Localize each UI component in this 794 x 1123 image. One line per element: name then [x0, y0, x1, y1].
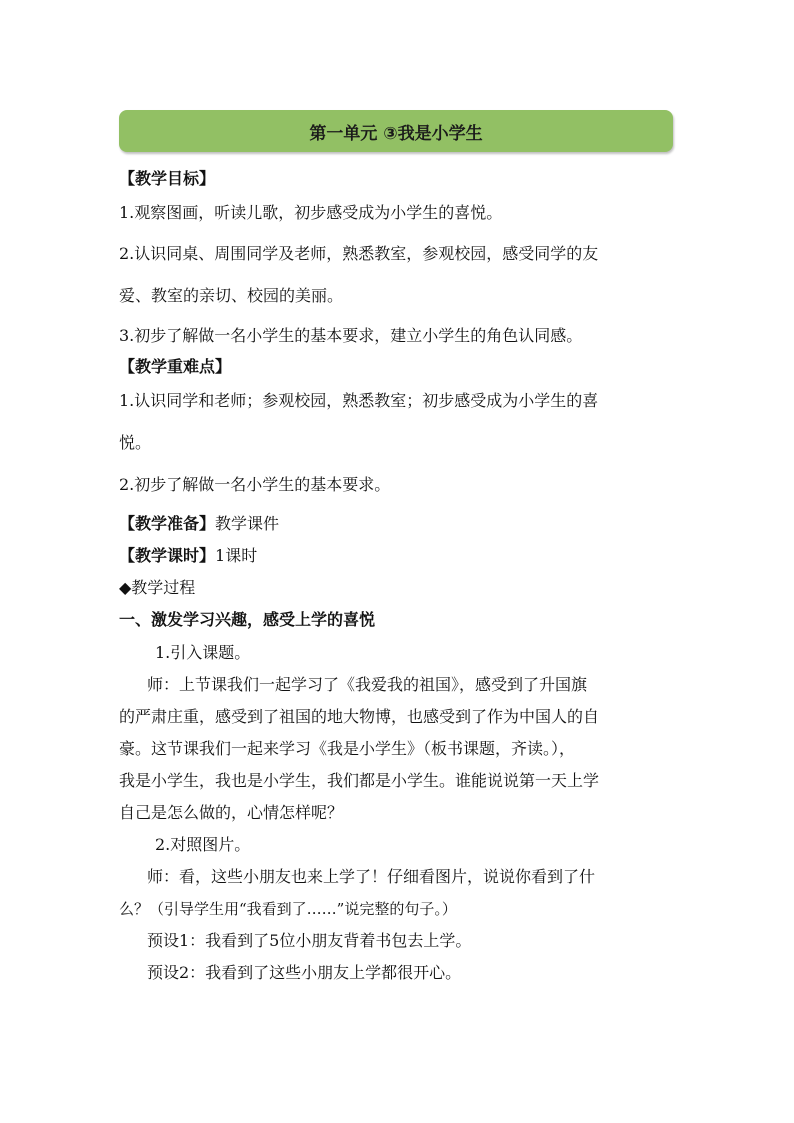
unit-title: 第一单元 ③我是小学生	[309, 123, 483, 144]
periods-value: 1课时	[215, 546, 258, 565]
objective-item-1: 1.观察图画，听读儿歌，初步感受成为小学生的喜悦。	[119, 203, 503, 222]
objective-item-2-line-1: 2.认识同桌、周围同学及老师，熟悉教室，参观校园，感受同学的友	[119, 244, 599, 263]
preset-1: 预设1：我看到了5位小朋友背着书包去上学。	[147, 931, 472, 950]
para-2-line-1: 师：看，这些小朋友也来上学了！仔细看图片，说说你看到了什	[147, 867, 596, 886]
para-1-line-2: 的严肃庄重，感受到了祖国的地大物博，也感受到了作为中国人的自	[119, 707, 600, 726]
periods-line	[119, 545, 257, 567]
step-2-label: 2.对照图片。	[155, 835, 251, 854]
key-point-item-1-line-1: 1.认识同学和老师；参观校园，熟悉教室；初步感受成为小学生的喜	[119, 391, 599, 410]
para-1-line-3: 豪。这节课我们一起来学习《我是小学生》（板书课题，齐读。），	[119, 739, 576, 758]
preparation-label: 【教学准备】	[119, 514, 216, 533]
unit-title-banner	[119, 110, 673, 152]
para-2-line-2: 么？（引导学生用“我看到了……”说完整的句子。）	[119, 900, 457, 918]
preparation-line	[119, 513, 279, 535]
process-heading: ◆教学过程	[119, 578, 196, 597]
key-point-item-1-line-2: 悦。	[119, 433, 152, 452]
objective-item-3: 3.初步了解做一名小学生的基本要求，建立小学生的角色认同感。	[119, 326, 583, 345]
para-1-line-4: 我是小学生，我也是小学生，我们都是小学生。谁能说说第一天上学	[119, 771, 600, 790]
para-1-line-1: 师：上节课我们一起学习了《我爱我的祖国》，感受到了升国旗	[147, 675, 588, 694]
key-point-item-2: 2.初步了解做一名小学生的基本要求。	[119, 475, 391, 494]
step-1-label: 1.引入课题。	[155, 643, 251, 662]
key-points-heading: 【教学重难点】	[119, 357, 232, 376]
para-1-line-5: 自己是怎么做的，心情怎样呢？	[119, 803, 344, 822]
preset-2: 预设2：我看到了这些小朋友上学都很开心。	[147, 963, 462, 982]
periods-label: 【教学课时】	[119, 546, 216, 565]
objective-item-2-line-2: 爱、教室的亲切、校园的美丽。	[119, 286, 344, 305]
section-1-title: 一、激发学习兴趣，感受上学的喜悦	[119, 610, 376, 629]
preparation-value: 教学课件	[215, 514, 280, 533]
objectives-heading: 【教学目标】	[119, 169, 216, 188]
